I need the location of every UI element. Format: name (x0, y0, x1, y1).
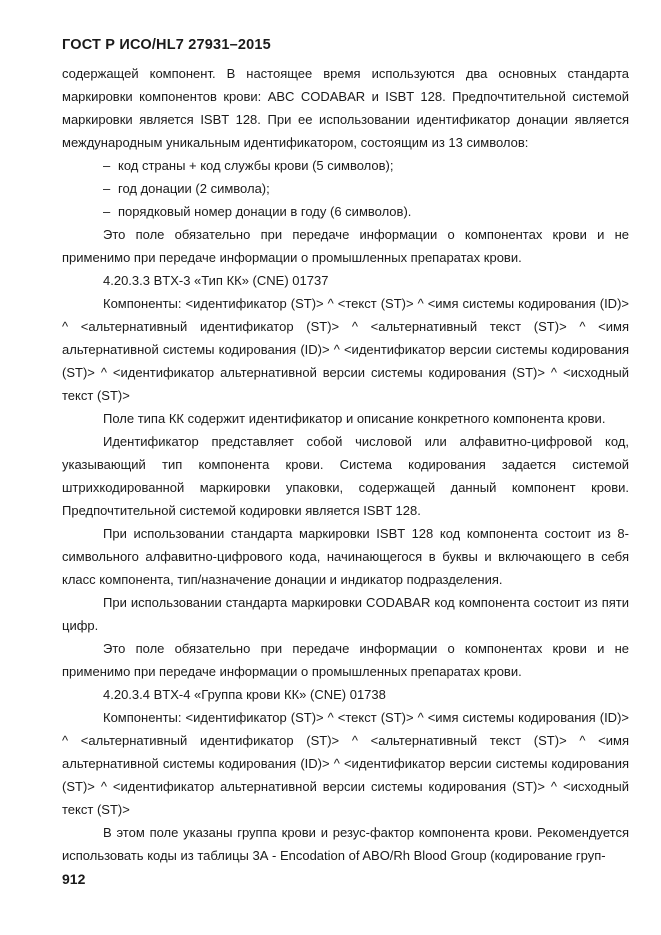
page-number: 912 (62, 871, 86, 887)
list-item (62, 177, 629, 200)
paragraph: Поле типа КК содержит идентификатор и описание конкретного компонента крови. (103, 411, 606, 426)
paragraph: Это поле обязательно при передаче информации о компонентах крови и не применимо при передаче информации о промышленных препаратах крови. (62, 641, 629, 679)
list-item-text: код страны + код службы крови (5 символов); (118, 158, 394, 173)
document-header: ГОСТ Р ИСО/HL7 27931–2015 (62, 37, 271, 53)
paragraph: Компоненты: <идентификатор (ST)> ^ <текст (ST)> ^ <имя системы кодирования (ID)> ^ <альтернативный идентификатор (ST)> ^ <альтернативный текст (ST)> ^ <имя альтернативной системы кодирования (ID)> ^ <идентификатор версии системы кодирования (ST)> ^ <идентификатор альтернативной версии системы кодирования (ST)> ^ <исходный текст (ST)> (62, 710, 629, 817)
paragraph: При использовании стандарта маркировки CODABAR код компонента состоит из пяти цифр. (62, 595, 629, 633)
paragraph: В этом поле указаны группа крови и резус-фактор компонента крови. Рекомендуется использовать коды из таблицы 3А - Encodation of ABO/Rh Blood Group (кодирование груп- (62, 825, 629, 863)
paragraph: При использовании стандарта маркировки ISBT 128 код компонента состоит из 8-символьного алфавитно-цифрового кода, начинающегося в буквы и включающего в себя класс компонента, тип/назначение донации и индикатор подразделения. (62, 526, 629, 587)
section-heading: 4.20.3.4 BTX-4 «Группа крови КК» (CNE) 01738 (103, 687, 386, 702)
document-body (62, 62, 629, 867)
list-dash: – (103, 158, 111, 173)
list-item (62, 154, 629, 177)
paragraph: содержащей компонент. В настоящее время используются два основных стандарта маркировки компонентов крови: ABC CODABAR и ISBT 128. Предпочтительной системой маркировки является ISBT 128. При ее использовании идентификатор донации является международным уникальным идентификатором, состоящим из 13 символов: (62, 66, 629, 150)
section-heading: 4.20.3.3 BTX-3 «Тип КК» (CNE) 01737 (103, 273, 329, 288)
paragraph: Идентификатор представляет собой числовой или алфавитно-цифровой код, указывающий тип компонента крови. Система кодирования задается системой штрихкодированной маркировки упаковки, содержащей данный компонент крови. Предпочтительной системой кодировки является ISBT 128. (62, 434, 629, 518)
list-dash: – (103, 204, 111, 219)
list-item-text: год донации (2 символа); (118, 181, 270, 196)
list-item (62, 200, 629, 223)
list-dash: – (103, 181, 111, 196)
paragraph: Компоненты: <идентификатор (ST)> ^ <текст (ST)> ^ <имя системы кодирования (ID)> ^ <альтернативный идентификатор (ST)> ^ <альтернативный текст (ST)> ^ <имя альтернативной системы кодирования (ID)> ^ <идентификатор версии системы кодирования (ST)> ^ <идентификатор альтернативной версии системы кодирования (ST)> ^ <исходный текст (ST)> (62, 296, 629, 403)
paragraph: Это поле обязательно при передаче информации о компонентах крови и не применимо при передаче информации о промышленных препаратах крови. (62, 227, 629, 265)
list-item-text: порядковый номер донации в году (6 символов). (118, 204, 412, 219)
